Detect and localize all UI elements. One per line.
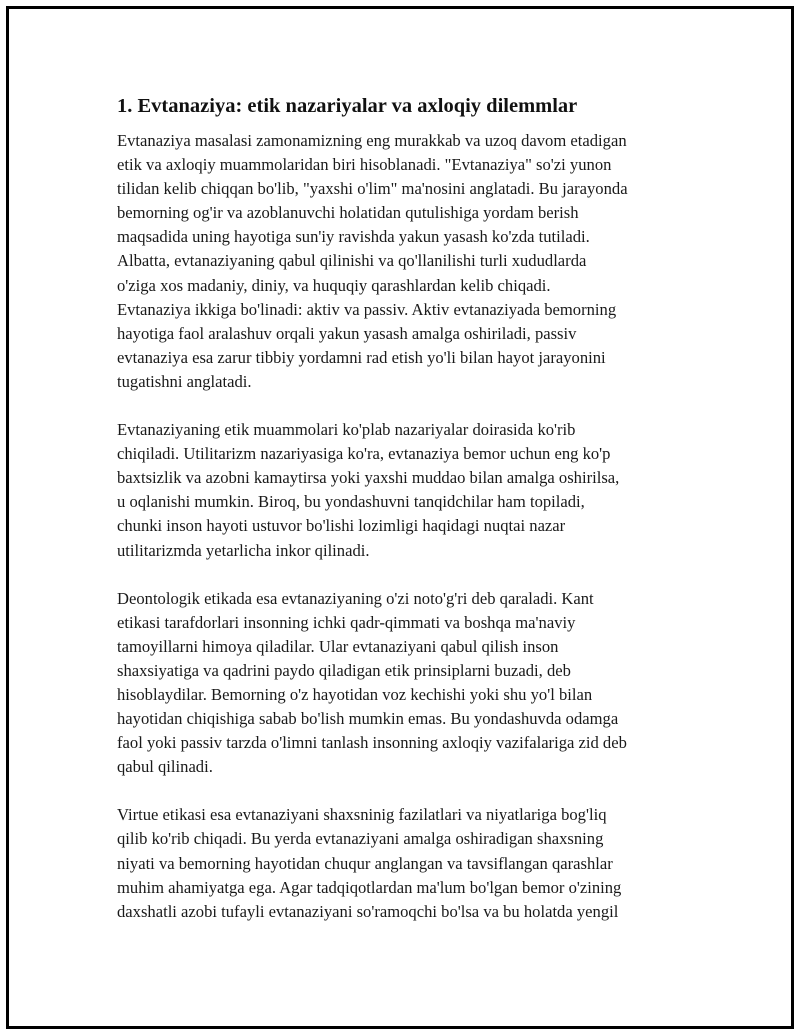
text-line: qilib ko'rib chiqadi. Bu yerda evtanaziyani amalga oshiradigan shaxsning xyxy=(117,829,604,849)
text-line: faol yoki passiv tarzda o'limni tanlash insonning axloqiy vazifalariga zid deb xyxy=(117,733,627,753)
text-line: tugatishni anglatadi. xyxy=(117,371,252,391)
text-line: etikasi tarafdorlari insonning ichki qadr-qimmati va boshqa ma'naviy xyxy=(117,612,576,632)
paragraph-3 xyxy=(117,587,683,780)
text-line: bemorning og'ir va azoblanuvchi holatidan qutulishiga yordam berish xyxy=(117,203,579,223)
text-line: daxshatli azobi tufayli evtanaziyani so'ramoqchi bo'lsa va bu holatda yengil xyxy=(117,901,619,921)
text-line: hayotidan chiqishiga sabab bo'lish mumkin emas. Bu yondashuvda odamga xyxy=(117,709,619,729)
text-line: Albatta, evtanaziyaning qabul qilinishi va qo'llanilishi turli xududlarda xyxy=(117,251,587,271)
text-line: niyati va bemorning hayotidan chuqur anglangan va tavsiflangan qarashlar xyxy=(117,853,613,873)
text-line: etik va axloqiy muammolaridan biri hisoblanadi. "Evtanaziya" so'zi yunon xyxy=(117,155,612,175)
text-line: tamoyillarni himoya qiladilar. Ular evtanaziyani qabul qilish inson xyxy=(117,636,559,656)
section-heading: 1. Evtanaziya: etik nazariyalar va axloqiy dilemmlar xyxy=(117,95,578,117)
text-line: hayotiga faol aralashuv orqali yakun yasash amalga oshiriladi, passiv xyxy=(117,323,577,343)
text-line: Evtanaziya ikkiga bo'linadi: aktiv va passiv. Aktiv evtanaziyada bemorning xyxy=(117,299,617,319)
text-line: evtanaziya esa zarur tibbiy yordamni rad etish yo'li bilan hayot jarayonini xyxy=(117,347,606,367)
text-line: maqsadida uning hayotiga sun'iy ravishda yakun yasash ko'zda tutiladi. xyxy=(117,227,590,247)
text-line: chunki inson hayoti ustuvor bo'lishi lozimligi haqidagi nuqtai nazar xyxy=(117,516,566,536)
text-line: Evtanaziya masalasi zamonamizning eng murakkab va uzoq davom etadigan xyxy=(117,131,627,150)
text-line: utilitarizmda yetarlicha inkor qilinadi. xyxy=(117,540,370,560)
text-line: chiqiladi. Utilitarizm nazariyasiga ko'ra, evtanaziya bemor uchun eng ko'p xyxy=(117,444,611,464)
text-line: Virtue etikasi esa evtanaziyani shaxsninig fazilatlari va niyatlariga bog'liq xyxy=(117,805,607,825)
text-line: o'ziga xos madaniy, diniy, va huquqiy qarashlardan kelib chiqadi. xyxy=(117,275,551,295)
text-line: baxtsizlik va azobni kamaytirsa yoki yaxshi muddao bilan amalga oshirilsa, xyxy=(117,468,620,488)
text-line: tilidan kelib chiqqan bo'lib, "yaxshi o'lim" ma'nosini anglatadi. Bu jarayonda xyxy=(117,179,628,199)
paragraph-4 xyxy=(117,803,683,923)
text-line: Deontologik etikada esa evtanaziyaning o'zi noto'g'ri deb qaraladi. Kant xyxy=(117,588,594,608)
text-line: muhim ahamiyatga ega. Agar tadqiqotlardan ma'lum bo'lgan bemor o'zining xyxy=(117,877,622,897)
text-line: Evtanaziyaning etik muammolari ko'plab nazariyalar doirasida ko'rib xyxy=(117,420,576,440)
paragraph-2 xyxy=(117,418,683,563)
paragraph-1 xyxy=(117,129,683,394)
document-body xyxy=(117,92,683,948)
text-line: shaxsiyatiga va qadrini paydo qiladigan etik prinsiplarni buzadi, deb xyxy=(117,660,571,680)
text-line: hisoblaydilar. Bemorning o'z hayotidan voz kechishi yoki shu yo'l bilan xyxy=(117,684,593,704)
text-line: qabul qilinadi. xyxy=(117,757,213,777)
text-line: u oqlanishi mumkin. Biroq, bu yondashuvni tanqidchilar ham topiladi, xyxy=(117,492,585,512)
